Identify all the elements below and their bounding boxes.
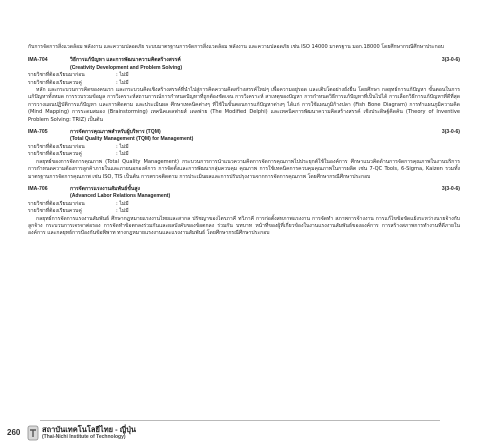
corequisite-label: รายวิชาที่ต้องเรียนควบคู่ xyxy=(28,151,82,158)
corequisite-row xyxy=(28,208,460,215)
prerequisite-label: รายวิชาที่ต้องเรียนมาก่อน xyxy=(28,72,85,79)
page-number: 260 xyxy=(7,428,21,437)
course-entry xyxy=(28,186,460,238)
course-title-th: วิธีการแก้ปัญหา และการพัฒนาความคิดสร้างสรรค์ xyxy=(70,57,181,64)
corequisite-row xyxy=(28,80,460,87)
course-credits: 3(3-0-6) xyxy=(441,57,460,64)
course-description: หลัก และกระบวนการคิดของคนเรา และกระบวนคิดเชิงสร้างสรรค์ที่นำไปสู่การคิดความคิดสร้างสรรค์ใหม่ๆ เพื่อความอยู่รอด และเติบโตอย่างยั่งยืน โดยศึกษา กลยุทธ์การแก้ปัญหา ขั้นตอนในการแก้ปัญหาทั้งหมด การรวบรวมข้อมูล การวิเคราะห์สถานการณ์การกำหนดปัญหาที่ถูกต้องชัดเจน การวิเคราะห์ สาเหตุของปัญหา การกำหนดวิธีการแก้ปัญหาที่เป็นไปได้ การเลือกวิธีการแก้ปัญหาที่ดีที่สุด การวางแผนปฏิบัติการแก้ปัญหา และการติดตาม และประเมินผล ศึกษาเทคนิคต่างๆ ที่ใช้ในขั้นตอนการแก้ปัญหาต่างๆ ได้แก่ การใช้แผนภูมิก้างปลา (Fish Bone Diagram) การทำแผนภูมิความคิด (Mind Mapping) การระดมสมอง (Brainstorming) เทคนิคเดลฟายส์ เดลฟาย (The Modified Delphi) และเทคนิคการพัฒนาความคิดสร้างสรรค์ เชิงประดิษฐ์คิดค้น (Theory of Inventive Problem Solving: TRIZ) เป็นต้น xyxy=(28,87,460,123)
course-credits: 3(3-0-6) xyxy=(441,129,460,136)
page-footer xyxy=(0,420,480,448)
course-title-en: (Total Quality Management (TQM) for Management) xyxy=(70,136,194,143)
course-entry xyxy=(28,57,460,124)
prerequisite-value: : ไม่มี xyxy=(116,143,129,150)
corequisite-value: : ไม่มี xyxy=(116,208,129,215)
corequisite-row xyxy=(28,151,460,158)
prerequisite-label: รายวิชาที่ต้องเรียนมาก่อน xyxy=(28,200,85,207)
course-credits: 3(3-0-6) xyxy=(441,185,460,192)
institute-logo-icon xyxy=(27,425,39,441)
course-title-th: การจัดการคุณภาพสำหรับผู้บริหาร (TQM) xyxy=(70,129,161,136)
intro-paragraph: กับการจัดการสิ่งแวดล้อม พลังงาน และความปลอดภัย ระบบมาตรฐานการจัดการสิ่งแวดล้อม พลังงาน และความปลอดภัย เช่น ISO 14000 มาตรฐาน มอก.18000 โดยศึกษากรณีศึกษาประกอบ xyxy=(28,44,445,50)
course-title-en: (Creativity Development and Problem Solving) xyxy=(70,64,183,71)
prerequisite-label: รายวิชาที่ต้องเรียนมาก่อน xyxy=(28,143,85,150)
course-header xyxy=(28,129,460,136)
corequisite-value: : ไม่มี xyxy=(116,151,129,158)
corequisite-label: รายวิชาที่ต้องเรียนควบคู่ xyxy=(28,208,82,215)
prerequisite-value: : ไม่มี xyxy=(116,72,129,79)
corequisite-label: รายวิชาที่ต้องเรียนควบคู่ xyxy=(28,79,82,86)
course-header xyxy=(28,57,460,64)
institute-name-th: สถาบันเทคโนโลยีไทย - ญี่ปุ่น xyxy=(42,425,136,434)
course-code: IMA-704 xyxy=(28,57,48,64)
page-content xyxy=(28,44,460,238)
institute-name-en: (Thai-Nichi Institute of Technology) xyxy=(42,434,126,440)
course-description: กลยุทธ์การจัดการแรงงานสัมพันธ์ ศึกษากฎหมายแรงงานไทยและสากล ปรัชญาของไตรภาคี ทวิภาคี การก่อตั้งสหภาพแรงงาน การจัดทำ สภาพการจ้างงาน การแก้ไขข้อขัดแย้งระหว่างนายจ้างกับลูกจ้าง กระบวนการเจรจาต่อรอง การจัดทำข้อตกลงร่วมกันและผลบังคับของข้อตกลง ร่วมกัน บทบาท หน้าที่ของผู้ที่เกี่ยวข้องในงานแรงงานสัมพันธ์ขององค์การ การสร้างสภาพการทำงานที่ดีภายในองค์การ และกลยุทธ์การป้องกันข้อพิพาท ทางกฎหมายแรงงานและแรงงานสัมพันธ์ โดยศึกษากรณีศึกษาประกอบ xyxy=(28,215,460,237)
course-entry xyxy=(28,129,460,181)
prerequisite-value: : ไม่มี xyxy=(116,200,129,207)
footer-rule xyxy=(40,420,440,421)
course-code: IMA-705 xyxy=(28,129,48,136)
prerequisite-row xyxy=(28,201,460,208)
course-description: กลยุทธ์ของการจัดการคุณภาพ (Total Quality Management) กระบวนการการนำแนวความคิดการจัดการคุณภาพไปประยุกต์ใช้ในองค์การ ศึกษาแนวคิดด้านการจัดการคุณภาพในงานบริการ การกำหนดความต้องการลูกค้าภายในและภายนอกองค์การ การจัดตั้งและการพัฒนากลุ่มควบคุม คุณภาพ การใช้เทคนิคการควบคุมคุณภาพในการผลิต เช่น 7-QC Tools, 6-Sigma, Kaizen รวมทั้งมาตรฐานการจัดการคุณภาพ เช่น ISO, TIS เป็นต้น การตรวจติดตาม การประเมินผลและการปรับปรุงงานจากการจัดการคุณภาพ โดยศึกษากรณีศึกษาประกอบ xyxy=(28,158,460,180)
course-header xyxy=(28,186,460,193)
prerequisite-row xyxy=(28,144,460,151)
course-title-en: (Advanced Labor Relations Management) xyxy=(70,193,171,200)
course-title-th: การจัดการแรงงานสัมพันธ์ขั้นสูง xyxy=(70,185,140,192)
prerequisite-row xyxy=(28,72,460,79)
course-code: IMA-706 xyxy=(28,185,48,192)
corequisite-value: : ไม่มี xyxy=(116,79,129,86)
